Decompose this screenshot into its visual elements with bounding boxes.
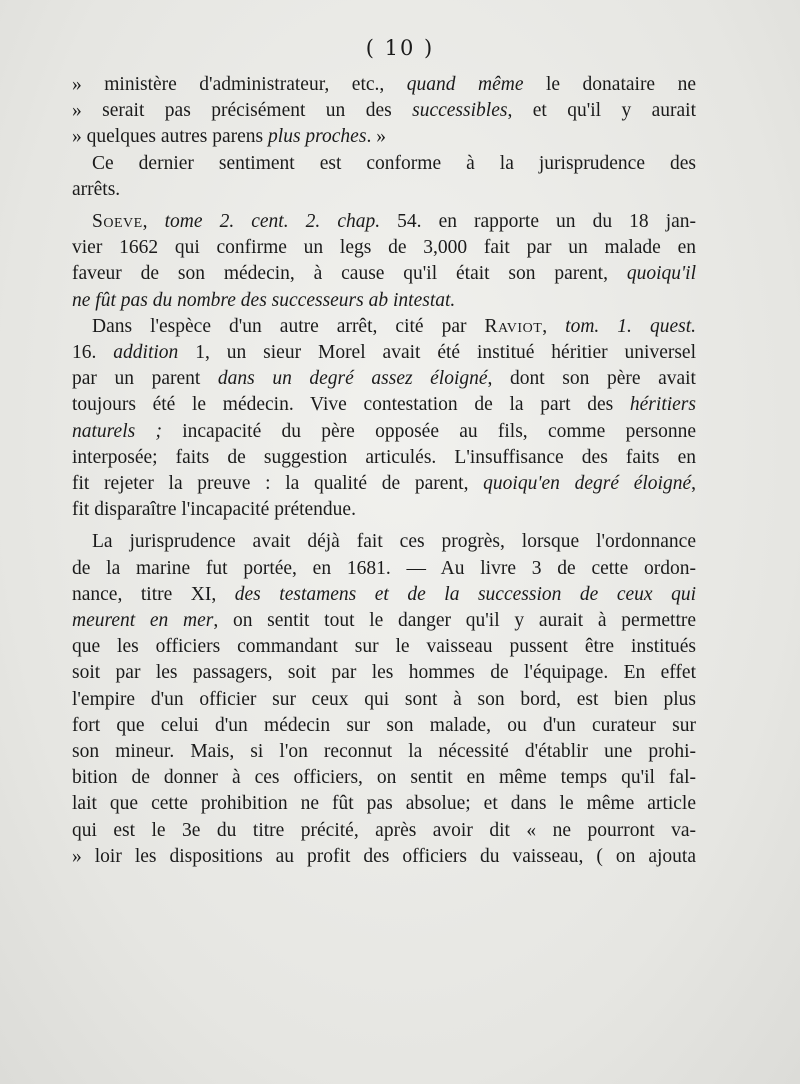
paragraph — [72, 314, 696, 524]
text-line: Soeve, tome 2. cent. 2. chap. 54. en rapporte un du 18 jan- — [92, 211, 697, 233]
text-line: qui est le 3e du titre précité, après avoir dit « ne pourront va- — [72, 819, 696, 841]
text-line: meurent en mer, on sentit tout le danger qu'il y aurait à permettre — [72, 610, 697, 632]
text-line: toujours été le médecin. Vive contestation de la part des héritiers — [72, 394, 696, 416]
text-line: par un parent dans un degré assez éloigné, dont son père avait — [72, 368, 696, 390]
paragraph — [72, 529, 696, 870]
text-line: soit par les passagers, soit par les hommes de l'équipage. En effet — [72, 662, 696, 684]
text-line: son mineur. Mais, si l'on reconnut la nécessité d'établir une prohi- — [72, 741, 696, 763]
text-line: 16. addition 1, un sieur Morel avait été institué héritier universel — [72, 342, 696, 364]
text-line: de la marine fut portée, en 1681. — Au livre 3 de cette ordon- — [72, 557, 696, 579]
text-line: que les officiers commandant sur le vaisseau pussent être institués — [72, 636, 696, 658]
paragraph — [72, 151, 696, 203]
text-line: ne fût pas du nombre des successeurs ab intestat. — [72, 289, 456, 311]
paragraph — [72, 209, 696, 314]
text-line: » quelques autres parens plus proches. » — [72, 126, 386, 148]
text-line: naturels ; incapacité du père opposée au fils, comme personne — [72, 420, 696, 442]
text-line: » loir les dispositions au profit des officiers du vaisseau, ( on ajouta — [72, 845, 696, 867]
text-line: l'empire d'un officier sur ceux qui sont à son bord, est bien plus — [72, 688, 696, 710]
page-number: ( 10 ) — [365, 36, 435, 60]
text-line: vier 1662 qui confirme un legs de 3,000 fait par un malade en — [72, 237, 696, 259]
author-name: Raviot — [484, 315, 543, 337]
text-line: faveur de son médecin, à cause qu'il était son parent, quoiqu'il — [72, 263, 696, 285]
text-line: Ce dernier sentiment est conforme à la jurisprudence des — [92, 152, 696, 174]
body-text — [72, 72, 696, 870]
text-line: bition de donner à ces officiers, on sentit en même temps qu'il fal- — [72, 767, 696, 789]
text-line: fit rejeter la preuve : la qualité de parent, quoiqu'en degré éloigné, — [72, 473, 696, 495]
text-line: fit disparaître l'incapacité prétendue. — [72, 499, 356, 521]
text-line: » serait pas précisément un des successibles, et qu'il y aurait — [72, 100, 697, 122]
text-line: » ministère d'administrateur, etc., quand même le donataire ne — [72, 74, 696, 95]
author-name: Soeve — [92, 211, 143, 233]
text-line: nance, titre XI, des testamens et de la succession de ceux qui — [72, 583, 696, 605]
text-line: Dans l'espèce d'un autre arrêt, cité par Raviot, tom. 1. quest. — [92, 315, 696, 337]
quoted-paragraph — [72, 72, 696, 151]
text-line: lait que cette prohibition ne fût pas absolue; et dans le même article — [72, 793, 696, 815]
text-line: arrêts. — [72, 178, 121, 200]
text-line: fort que celui d'un médecin sur son malade, ou d'un curateur sur — [72, 714, 696, 736]
text-line: interposée; faits de suggestion articulés. L'insuffisance des faits en — [72, 446, 696, 468]
text-line: La jurisprudence avait déjà fait ces progrès, lorsque l'ordonnance — [92, 531, 696, 553]
